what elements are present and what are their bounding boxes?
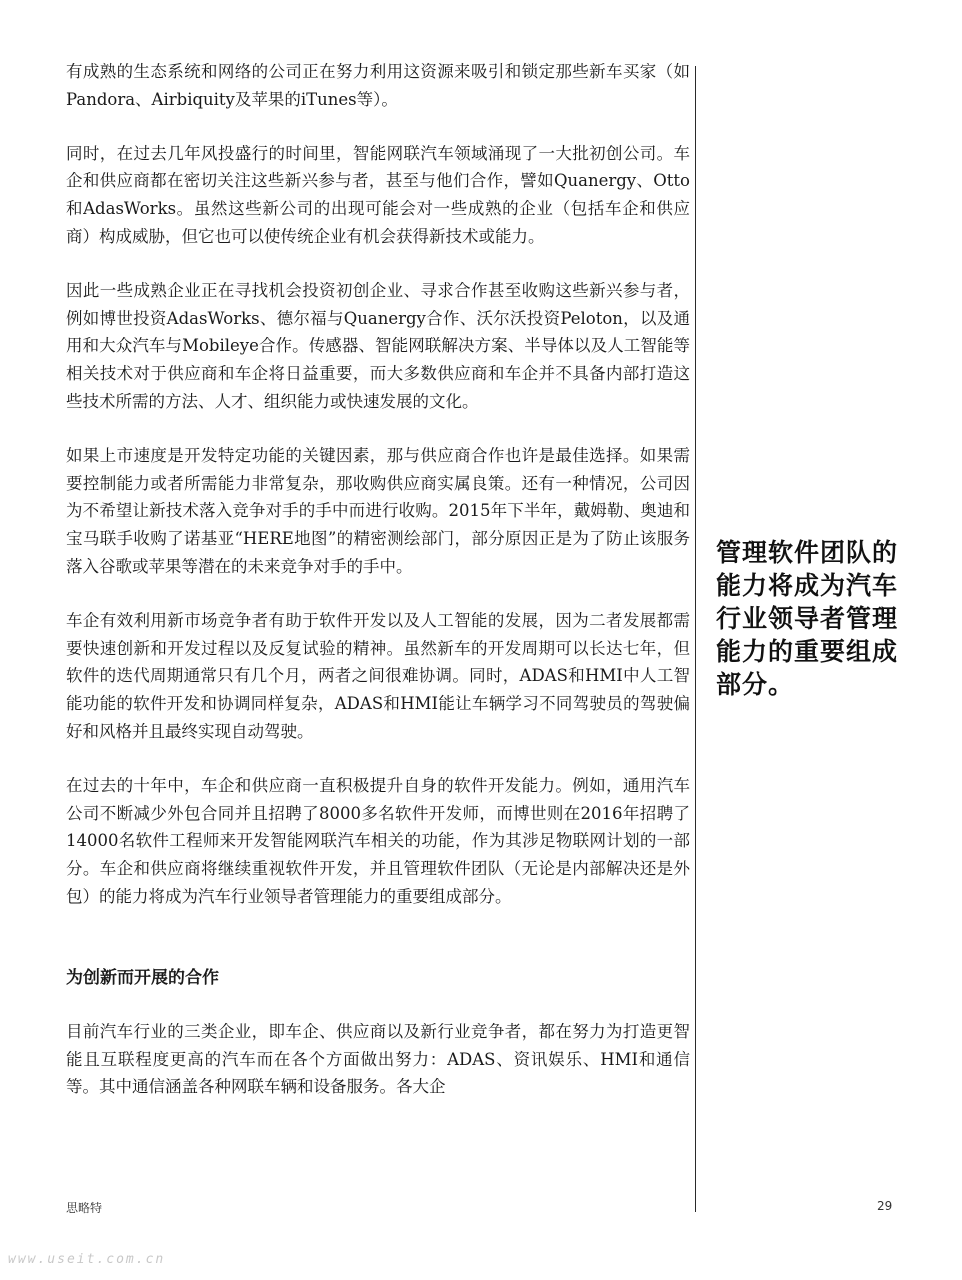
page-number: 29: [877, 1199, 893, 1213]
body-paragraph: 目前汽车行业的三类企业，即车企、供应商以及新行业竞争者，都在努力为打造更智能且互联程度更高的汽车而在各个方面做出努力：ADAS、资讯娱乐、HMI和通信等。其中通信涵盖各种网联车辆和设备服务。各大企: [66, 1021, 690, 1097]
body-paragraph: 在过去的十年中，车企和供应商一直积极提升自身的软件开发能力。例如，通用汽车公司不断减少外包合同并且招聘了8000多名软件开发师，而博世则在2016年招聘了14000名软件工程师来开发智能网联汽车相关的功能，作为其涉足物联网计划的一部分。车企和供应商将继续重视软件开发，并且管理软件团队（无论是内部解决还是外包）的能力将成为汽车行业领导者管理能力的重要组成部分。: [66, 775, 690, 906]
body-paragraph: 有成熟的生态系统和网络的公司正在努力利用这资源来吸引和锁定那些新车买家（如Pandora、Airbiquity及苹果的iTunes等）。: [66, 62, 690, 109]
column-divider: [695, 66, 696, 1212]
section-heading: 为创新而开展的合作: [66, 967, 219, 988]
body-paragraph: 车企有效利用新市场竞争者有助于软件开发以及人工智能的发展，因为二者发展都需要快速创新和开发过程以及反复试验的精神。虽然新车的开发周期可以长达七年，但软件的迭代周期通常只有几个月，两者之间很难协调。同时，ADAS和HMI中人工智能功能的软件开发和协调同样复杂，ADAS和HMI能让车辆学习不同驾驶员的驾驶偏好和风格并且最终实现自动驾驶。: [66, 610, 690, 741]
body-paragraph: 因此一些成熟企业正在寻找机会投资初创企业、寻求合作甚至收购这些新兴参与者，例如博世投资AdasWorks、德尔福与Quanergy合作、沃尔沃投资Peloton，以及通用和大众汽车与Mobileye合作。传感器、智能网联解决方案、半导体以及人工智能等相关技术对于供应商和车企将日益重要，而大多数供应商和车企并不具备内部打造这些技术所需的方法、人才、组织能力或快速发展的文化。: [66, 280, 690, 411]
watermark: www.useit.com.cn: [8, 1252, 166, 1267]
body-paragraph: 同时，在过去几年风投盛行的时间里，智能网联汽车领域涌现了一大批初创公司。车企和供应商都在密切关注这些新兴参与者，甚至与他们合作，譬如Quanergy、Otto和AdasWorks。虽然这些新公司的出现可能会对一些成熟的企业（包括车企和供应商）构成威胁，但它也可以使传统企业有机会获得新技术或能力。: [66, 143, 690, 246]
footer-publisher: 思略特: [66, 1201, 103, 1215]
main-text-column: [66, 58, 690, 1127]
pull-quote: 管理软件团队的能力将成为汽车行业领导者管理能力的重要组成部分。: [716, 538, 899, 699]
body-paragraph: 如果上市速度是开发特定功能的关键因素，那与供应商合作也许是最佳选择。如果需要控制能力或者所需能力非常复杂，那收购供应商实属良策。还有一种情况，公司因为不希望让新技术落入竞争对手的手中而进行收购。2015年下半年，戴姆勒、奥迪和宝马联手收购了诺基亚“HERE地图”的精密测绘部门，部分原因正是为了防止该服务落入谷歌或苹果等潜在的未来竞争对手的手中。: [66, 445, 690, 576]
